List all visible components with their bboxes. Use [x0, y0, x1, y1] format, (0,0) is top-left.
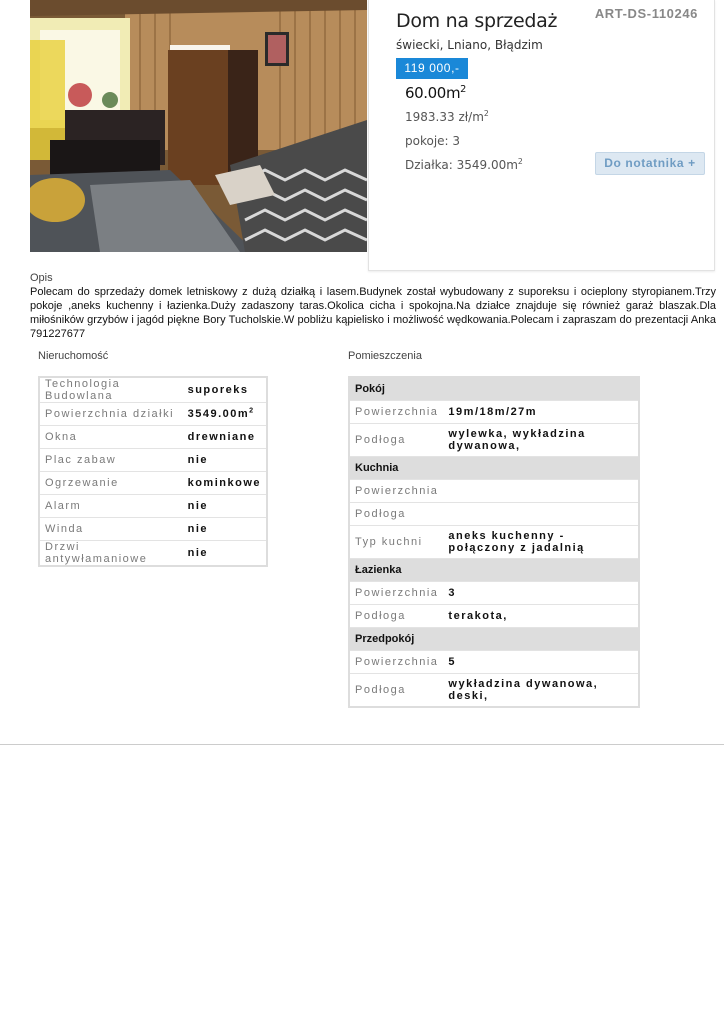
property-value-text: nie: [187, 523, 208, 535]
room-group-header: [349, 377, 639, 401]
property-key: Drzwi antywłamaniowe: [39, 541, 183, 567]
room-value: 5: [443, 651, 639, 674]
property-key: Winda: [39, 518, 183, 541]
property-details-table: [38, 376, 268, 567]
description-text: Polecam do sprzedaży domek letniskowy z dużą działką i lasem.Budynek został wybudowany z suporeksu i ocieplony styropianem.Trzy pokoje ,aneks kuchenny i łazienka.Duży zadaszony taras.Okolica cicha i spokojna.Na działce znajduje się również garaż blaszak.Dla miłośników grzybów i jagód piękne Bory Tucholskie.W pobliżu kąpielisko i możliwość wędkowania.Polecam i zapraszam do prezentacji Anka 791227677: [30, 286, 716, 340]
listing-title: Dom na sprzedaż: [396, 10, 558, 32]
room-count: pokoje: 3: [405, 134, 461, 148]
room-group-name: Kuchnia: [349, 457, 639, 480]
rooms-section-label: Pomieszczenia: [348, 350, 422, 362]
room-value: [443, 503, 639, 526]
property-key: Alarm: [39, 495, 183, 518]
room-key: Podłoga: [349, 503, 443, 526]
property-section-label: Nieruchomość: [38, 350, 109, 362]
room-key: Podłoga: [349, 424, 443, 457]
room-group-name: Pokój: [349, 377, 639, 401]
page-bottom-divider: [0, 744, 724, 745]
price-per-square-meter-sup: 2: [483, 109, 489, 118]
room-row: [349, 526, 639, 559]
property-row: [39, 449, 267, 472]
property-row: [39, 377, 267, 403]
property-row: [39, 472, 267, 495]
room-key: Podłoga: [349, 674, 443, 708]
property-value-text: 3549.00m: [187, 408, 250, 420]
room-key: Powierzchnia: [349, 651, 443, 674]
property-value-text: kominkowe: [187, 477, 261, 489]
room-row: [349, 651, 639, 674]
room-value: wylewka, wykładzina dywanowa,: [443, 424, 639, 457]
listing-summary-card: [368, 0, 715, 271]
property-value-text: nie: [187, 547, 208, 559]
property-row: [39, 495, 267, 518]
room-row: [349, 401, 639, 424]
property-value: [183, 426, 267, 449]
property-key: Okna: [39, 426, 183, 449]
room-row: [349, 480, 639, 503]
property-value: [183, 403, 267, 426]
room-group-header: [349, 628, 639, 651]
property-row: [39, 541, 267, 567]
living-area: [405, 84, 466, 102]
room-key: Powierzchnia: [349, 480, 443, 503]
property-value-text: nie: [187, 454, 208, 466]
property-value: [183, 541, 267, 567]
property-key: Technologia Budowlana: [39, 377, 183, 403]
property-value-sup: 2: [249, 406, 255, 415]
room-value: wykładzina dywanowa, deski,: [443, 674, 639, 708]
listing-reference-number: ART-DS-110246: [594, 6, 698, 21]
room-row: [349, 424, 639, 457]
property-value-text: suporeks: [187, 384, 249, 396]
living-area-unit-sup: 2: [460, 84, 466, 95]
property-value: [183, 472, 267, 495]
plot-area-sup: 2: [517, 157, 523, 166]
property-key: Plac zabaw: [39, 449, 183, 472]
listing-photo[interactable]: [30, 0, 367, 252]
price-per-square-meter: [405, 110, 489, 124]
rooms-details-table: [348, 376, 640, 708]
property-value-text: nie: [187, 500, 208, 512]
property-row: [39, 518, 267, 541]
room-value: terakota,: [443, 605, 639, 628]
property-value: [183, 449, 267, 472]
room-key: Podłoga: [349, 605, 443, 628]
room-row: [349, 582, 639, 605]
room-row: [349, 503, 639, 526]
room-row: [349, 674, 639, 708]
room-value: [443, 480, 639, 503]
plot-area-value: Działka: 3549.00m: [405, 158, 518, 172]
property-row: [39, 426, 267, 449]
room-key: Powierzchnia: [349, 401, 443, 424]
room-group-name: Łazienka: [349, 559, 639, 582]
add-to-notes-button[interactable]: Do notatnika +: [595, 152, 705, 175]
living-area-value: 60.00m: [405, 84, 461, 102]
property-value: [183, 495, 267, 518]
room-row: [349, 605, 639, 628]
price-per-square-meter-value: 1983.33 zł/m: [405, 110, 484, 124]
price-badge: 119 000,-: [396, 58, 468, 79]
room-photo-image: [30, 0, 367, 252]
listing-location: świecki, Lniano, Błądzim: [396, 38, 543, 52]
property-key: Powierzchnia działki: [39, 403, 183, 426]
plot-area: [405, 158, 523, 172]
property-value-text: drewniane: [187, 431, 256, 443]
room-value: 19m/18m/27m: [443, 401, 639, 424]
room-key: Typ kuchni: [349, 526, 443, 559]
description-label: Opis: [30, 272, 53, 284]
property-row: [39, 403, 267, 426]
room-group-name: Przedpokój: [349, 628, 639, 651]
room-group-header: [349, 457, 639, 480]
property-value: [183, 518, 267, 541]
room-value: aneks kuchenny - połączony z jadalnią: [443, 526, 639, 559]
room-value: 3: [443, 582, 639, 605]
property-value: [183, 377, 267, 403]
room-group-header: [349, 559, 639, 582]
room-key: Powierzchnia: [349, 582, 443, 605]
property-key: Ogrzewanie: [39, 472, 183, 495]
